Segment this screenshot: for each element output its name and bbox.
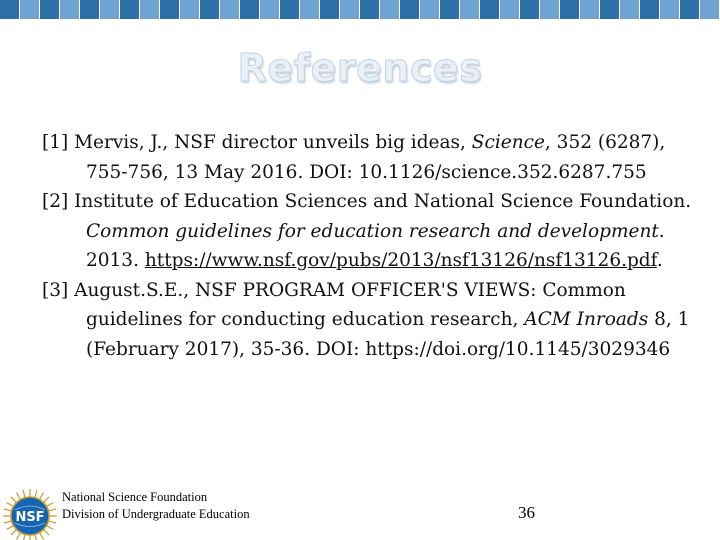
- logo-ray: [40, 493, 44, 500]
- banner-square: [160, 0, 179, 19]
- banner-square: [420, 0, 439, 19]
- banner-square: [220, 0, 239, 19]
- logo-ray: [43, 497, 49, 503]
- logo-ray: [48, 509, 56, 511]
- banner-square: [200, 0, 219, 19]
- banner-square: [140, 0, 159, 19]
- reference-text: . 2013.: [86, 220, 665, 271]
- banner-square: [60, 0, 79, 19]
- reference-list: [40, 128, 700, 364]
- banner-square: [440, 0, 459, 19]
- banner-square: [120, 0, 139, 19]
- footer-line-2: Division of Undergraduate Education: [62, 507, 250, 521]
- logo-ray: [7, 526, 14, 530]
- banner-square: [300, 0, 319, 19]
- logo-ray: [48, 521, 56, 523]
- reference-number: [2]: [42, 191, 69, 212]
- banner-square: [0, 0, 19, 19]
- logo-ray: [17, 493, 21, 500]
- publication-title: Common guidelines for education research and development: [86, 220, 659, 242]
- banner-square: [600, 0, 619, 19]
- top-banner: [0, 0, 720, 20]
- banner-square: [20, 0, 39, 19]
- reference-item: [40, 276, 700, 365]
- banner-square: [360, 0, 379, 19]
- logo-ray: [7, 503, 14, 507]
- reference-text: August.S.E., NSF PROGRAM OFFICER'S VIEWS: Common guidelines for conducting education research,: [74, 279, 626, 330]
- slide-title: References: [237, 46, 483, 90]
- logo-ray: [46, 526, 53, 530]
- banner-square: [480, 0, 499, 19]
- banner-square: [380, 0, 399, 19]
- banner-square: [540, 0, 559, 19]
- journal-name: ACM Inroads: [524, 309, 649, 330]
- reference-text: Institute of Education Sciences and National Science Foundation.: [74, 191, 692, 212]
- logo-ray: [4, 509, 12, 511]
- banner-square: [700, 0, 719, 19]
- banner-square: [640, 0, 659, 19]
- logo-ray: [4, 521, 12, 523]
- banner-square: [280, 0, 299, 19]
- banner-square: [240, 0, 259, 19]
- reference-item: [40, 128, 700, 187]
- reference-text: 8, 1 (February 2017), 35-36. DOI: https://doi.org/10.1145/3029346: [86, 309, 690, 360]
- logo-ray: [35, 490, 37, 498]
- reference-text: .: [656, 250, 663, 271]
- logo-ray: [11, 497, 17, 503]
- journal-name: Science: [471, 132, 545, 153]
- banner-square: [660, 0, 679, 19]
- nsf-logo-icon: [2, 488, 58, 540]
- banner-square: [620, 0, 639, 19]
- page-number: 36: [518, 503, 535, 522]
- banner-square: [520, 0, 539, 19]
- logo-ray: [23, 534, 25, 540]
- footer-organization: [62, 489, 250, 523]
- banner-square: [500, 0, 519, 19]
- reference-number: [1]: [42, 132, 69, 153]
- reference-text: , 352 (6287), 755-756, 13 May 2016. DOI: 10.1126/science.352.6287.755: [86, 132, 666, 183]
- banner-square: [80, 0, 99, 19]
- footer-line-1: National Science Foundation: [62, 490, 208, 504]
- banner-square: [180, 0, 199, 19]
- banner-square: [460, 0, 479, 19]
- banner-square: [580, 0, 599, 19]
- banner-square: [320, 0, 339, 19]
- logo-ray: [43, 529, 49, 535]
- banner-square: [400, 0, 419, 19]
- logo-ray: [35, 534, 37, 540]
- banner-square: [40, 0, 59, 19]
- logo-ray: [11, 529, 17, 535]
- reference-number: [3]: [42, 279, 69, 301]
- banner-square: [560, 0, 579, 19]
- banner-square: [100, 0, 119, 19]
- reference-text: Mervis, J., NSF director unveils big ideas,: [74, 132, 472, 153]
- banner-square: [260, 0, 279, 19]
- logo-ray: [46, 503, 53, 507]
- logo-ray: [40, 532, 44, 539]
- reference-item: [40, 187, 700, 276]
- banner-square: [680, 0, 699, 19]
- logo-text: NSF: [15, 510, 45, 525]
- reference-link[interactable]: https://www.nsf.gov/pubs/2013/nsf13126/nsf13126.pdf: [144, 250, 657, 271]
- logo-ray: [23, 490, 25, 498]
- logo-ray: [17, 532, 21, 539]
- banner-square: [340, 0, 359, 19]
